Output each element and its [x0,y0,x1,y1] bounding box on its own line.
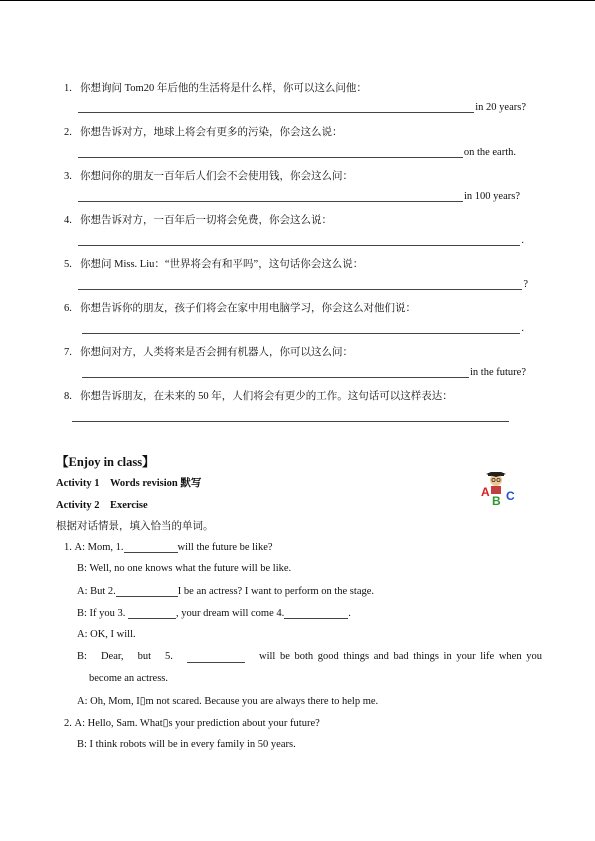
question-3: 3. 你想问你的朋友一百年后人们会不会使用钱，你会这么问： [64,171,353,182]
answer-line-4[interactable]: . [78,234,524,246]
blank-4[interactable] [284,607,348,619]
answer-line-8[interactable] [72,410,510,422]
section-title: 【Enjoy in class】 [56,455,155,469]
dialogue-line-1: 1. A: Mom, 1. will the future be like? [64,542,273,553]
dialogue-2-line-2: B: I think robots will be in every family in 50 years. [77,739,296,750]
blank-2[interactable] [116,585,178,597]
answer-line-6[interactable]: . [82,322,524,334]
question-7: 7. 你想问对方，人类将来是否会拥有机器人，你可以这么问： [64,347,353,358]
answer-line-1[interactable]: in 20 years? [78,101,526,113]
dialogue-line-3: A: But 2. I be an actress? I want to perform on the stage. [77,586,375,597]
activity-2-heading: Activity 2 Exercise [56,500,148,511]
logo-letter-a: A [481,485,490,499]
answer-line-3[interactable]: in 100 years? [78,190,520,202]
logo-letter-c: C [506,489,515,503]
question-8: 8. 你想告诉朋友，在未来的 50 年，人们将会有更少的工作。这句话可以这样表达： [64,391,453,402]
logo-letter-b: B [492,494,501,508]
answer-line-2[interactable]: on the earth. [78,146,516,158]
blank-5[interactable] [187,651,245,663]
dialogue-line-7: A: Oh, Mom, I▯m not scared. Because you are always there to help me. [77,696,379,707]
blank-1[interactable] [124,541,178,553]
dialogue-line-5: A: OK, I will. [77,629,136,640]
dialogue-line-6: B: Dear, but 5. will be both good things and bad things in your life when you [77,651,542,662]
activity-1-heading: Activity 1 Words revision 默写 [56,478,202,489]
answer-line-7[interactable]: in the future? [82,366,526,378]
blank-3[interactable] [128,607,176,619]
question-6: 6. 你想告诉你的朋友，孩子们将会在家中用电脑学习，你会这么对他们说： [64,303,416,314]
instruction-text: 根据对话情景，填入恰当的单词。 [56,521,214,532]
top-rule [0,0,595,1]
dialogue-2-line-1: 2. A: Hello, Sam. What▯s your prediction about your future? [64,718,320,729]
question-4: 4. 你想告诉对方，一百年后一切将会免费，你会这么说： [64,215,332,226]
answer-line-5[interactable]: ? [78,278,528,290]
question-5: 5. 你想问 Miss. Liu：“世界将会有和平吗”，这句话你会这么说： [64,259,364,270]
dialogue-line-6-cont: become an actress. [89,673,169,684]
abc-student-icon [478,472,520,508]
question-1: 1. 你想询问 Tom20 年后他的生活将是什么样，你可以这么问他： [64,83,367,94]
dialogue-line-4: B: If you 3. , your dream will come 4. . [77,608,351,619]
dialogue-line-2: B: Well, no one knows what the future will be like. [77,563,292,574]
question-2: 2. 你想告诉对方，地球上将会有更多的污染，你会这么说： [64,127,343,138]
